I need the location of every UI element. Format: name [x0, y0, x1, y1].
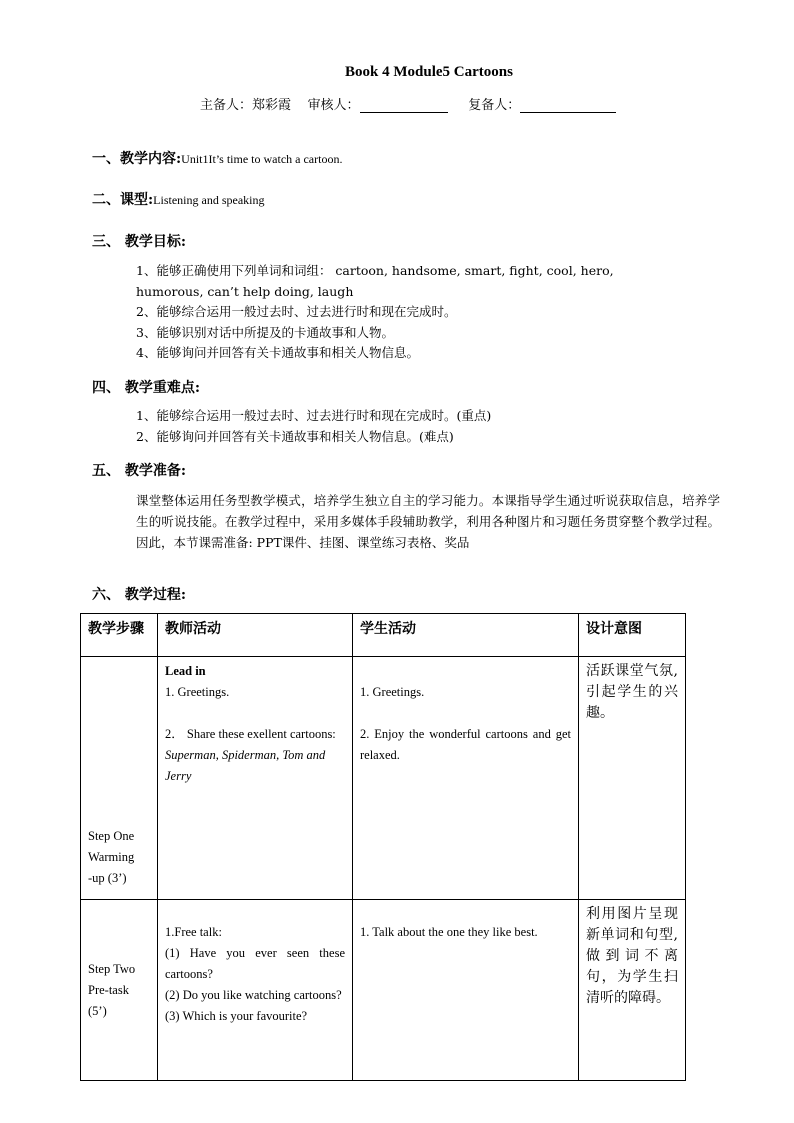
student-activity-cell	[353, 657, 579, 900]
objective-item: 3、能够识别对话中所提及的卡通故事和人物。	[136, 325, 394, 340]
header-teacher: 教师活动	[158, 614, 353, 657]
section-content	[92, 148, 342, 168]
lead-preparer: 主备人：郑彩霞	[200, 98, 292, 113]
objective-item: 2、能够综合运用一般过去时、过去进行时和现在完成时。	[136, 304, 457, 319]
backup-blank	[520, 98, 616, 113]
step-line: Step One	[88, 829, 135, 843]
teacher-activity-title: Lead in	[165, 664, 206, 678]
section-type-label: 二、课型:	[92, 192, 154, 208]
step-line: Step Two	[88, 961, 136, 976]
preparation-text: 课堂整体运用任务型教学模式，培养学生独立自主的学习能力。本课指导学生通过听说获取信息，培养学生的听说技能。在教学过程中，采用多媒体手段辅助教学，利用各种图片和习题任务贯穿整个教学过程。因此，本节课需准备: PPT课件、挂图、课堂练习表格、奖品	[136, 493, 720, 550]
step-line: (5’)	[88, 1003, 107, 1018]
teacher-activity-item: 1. Greetings.	[165, 685, 230, 699]
backup-label: 复备人：	[468, 98, 521, 113]
step-line: Pre-task	[88, 982, 129, 997]
step-line: Warming	[88, 850, 135, 864]
design-intent-cell: 活跃课堂气氛,引起学生的兴趣。	[579, 657, 686, 900]
teacher-activity-cell	[158, 657, 353, 900]
header-student: 学生活动	[353, 614, 579, 657]
step-line: -up (3’)	[88, 871, 127, 885]
keypoint-item: 2、能够询问并回答有关卡通故事和相关人物信息。(难点)	[136, 429, 454, 444]
reviewer-blank	[360, 98, 448, 113]
header-step: 教学步骤	[81, 614, 158, 657]
section-keypoints-heading: 四、 教学重难点:	[92, 380, 201, 396]
process-table	[80, 613, 686, 1081]
reviewer-label: 审核人：	[307, 98, 360, 113]
table-row	[81, 657, 686, 900]
step-cell	[81, 657, 158, 900]
objective-item: 1、能够正确使用下列单词和词组： cartoon, handsome, smart, fight, cool, hero,	[136, 263, 614, 278]
step-cell	[81, 900, 158, 1081]
design-intent-cell: 利用图片呈现新单词和句型,做到词不离句，为学生扫清听的障碍。	[579, 900, 686, 1081]
table-row	[81, 900, 686, 1081]
keypoint-item: 1、能够综合运用一般过去时、过去进行时和现在完成时。(重点)	[136, 408, 492, 423]
teacher-activity-item: 1.Free talk:	[165, 925, 222, 939]
teacher-activity-item: (2) Do you like watching cartoons?	[165, 988, 342, 1002]
section-content-label: 一、教学内容:	[92, 151, 182, 167]
section-preparation-heading: 五、 教学准备:	[92, 463, 187, 479]
teacher-activity-item: 2． Share these exellent cartoons:	[165, 727, 336, 741]
student-activity-item: 1. Talk about the one they like best.	[360, 925, 538, 939]
doc-title: Book 4 Module5 Cartoons	[345, 64, 513, 80]
section-process-heading: 六、 教学过程:	[92, 587, 187, 603]
section-content-value: Unit1It’s time to watch a cartoon.	[181, 152, 343, 166]
student-activity-item: 2. Enjoy the wonderful cartoons and get relaxed.	[360, 727, 571, 762]
section-type-value: Listening and speaking	[153, 193, 265, 207]
teacher-activity-item: (3) Which is your favourite?	[165, 1009, 308, 1023]
teacher-activity-item: (1) Have you ever seen these cartoons?	[165, 946, 345, 981]
objective-item: 4、能够询问并回答有关卡通故事和相关人物信息。	[136, 345, 419, 360]
section-objectives-heading: 三、 教学目标:	[92, 234, 187, 250]
teacher-activity-item: Superman, Spiderman, Tom and Jerry	[165, 748, 326, 783]
student-activity-cell	[353, 900, 579, 1081]
objective-item: humorous, can’t help doing, laugh	[136, 284, 354, 299]
preparer-line	[200, 94, 616, 113]
table-header-row	[81, 614, 686, 657]
teacher-activity-cell	[158, 900, 353, 1081]
student-activity-item: 1. Greetings.	[360, 685, 425, 699]
section-type	[92, 189, 264, 209]
header-intent: 设计意图	[579, 614, 686, 657]
